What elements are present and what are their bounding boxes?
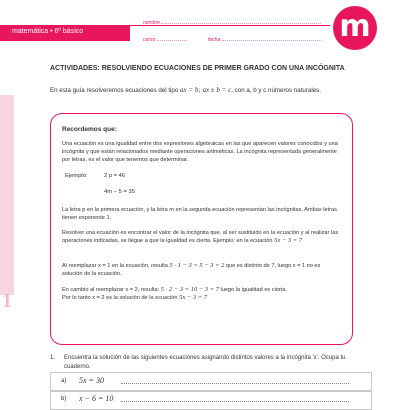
substitution-2-equation: 5 · 2 − 3 = 10 − 3 = 7 xyxy=(160,286,219,293)
date-label: fecha xyxy=(208,37,221,43)
page-title: ACTIVIDADES: RESOLVIENDO ECUACIONES DE PRIMER GRADO CON UNA INCÓGNITA xyxy=(50,65,345,72)
answer-line[interactable] xyxy=(121,401,349,402)
answer-row-a[interactable] xyxy=(50,372,372,392)
conclusion-text: Por lo tanto x = 2 es la solución de la ecuación xyxy=(62,295,178,301)
intro-form-2: ax ± b = c xyxy=(202,86,232,94)
intro-form-1: ax = b; xyxy=(180,86,201,94)
substitution-2-text-b: luego la igualdad es cierta. xyxy=(220,287,288,293)
example-equation-1: 2 p = 46 xyxy=(104,173,126,179)
subject-banner xyxy=(0,25,130,41)
exercise-text: Encuentra la solución de las siguientes ecuaciones asignando distintos valores a la incógnita 'x'. Ocupa tu cuaderno. xyxy=(64,355,346,370)
name-label: nombre xyxy=(143,20,160,26)
definition-paragraph: Una ecuación es una igualdad entre dos expresiones algebraicas en las que aparecen valores conocidos y una incógnita y que están relacionados mediante operaciones aritméticas. La incógnita representada generalmente por letras, es el valor que tenemos que determinar. xyxy=(62,141,338,163)
logo xyxy=(333,6,377,50)
answer-row-equation: 5x = 30 xyxy=(79,376,104,385)
substitution-1-paragraph xyxy=(62,262,342,278)
unknowns-paragraph: La letra p en la primera ecuación, y la letra m en la segunda ecuación representan las incógnitas. Ambas letras tienen exponente 1. xyxy=(62,207,337,221)
logo-letter: m xyxy=(339,9,371,44)
answer-row-label: b) xyxy=(61,396,67,402)
course-field[interactable] xyxy=(143,36,187,43)
margin-strip xyxy=(0,95,14,295)
substitution-1-equation: 5 · 1 − 3 = 5 − 3 = 2 xyxy=(169,262,225,269)
solve-equation: 5x − 3 = 7 xyxy=(274,237,303,244)
answer-row-equation: x − 6 = 10 xyxy=(79,394,114,403)
answer-row-b[interactable] xyxy=(50,390,372,410)
intro-paragraph xyxy=(50,86,355,95)
substitution-1-text-b: que es distinto de 7, luego x = 1 no es solución de la ecuación. xyxy=(62,263,321,277)
course-label: curso xyxy=(143,37,156,43)
solve-text: Resolver una ecuación es encontrar el valor de la incógnita que, al ser sustituido en la ecuación y al realizar las operaciones indicadas, se llegue a que la igualdad es cierta. Ejemplo: en la ecuación xyxy=(62,230,339,244)
intro-text-after: , con a, b y c números naturales. xyxy=(231,87,321,94)
example-label: Ejemplo: xyxy=(65,173,88,179)
example-equation-2: 4m − 5 = 35 xyxy=(104,189,135,195)
reminder-title: Recordemos que: xyxy=(62,126,117,133)
name-field[interactable] xyxy=(143,19,321,26)
solve-paragraph xyxy=(62,229,342,245)
margin-number: 1 xyxy=(2,290,12,312)
answer-line[interactable] xyxy=(121,383,349,384)
subject-label: matemática • 6º básico xyxy=(12,28,84,35)
conclusion-equation: 5x − 3 = 7 xyxy=(179,294,208,301)
substitution-2-text-a: En cambio al reemplazar x = 2, resulta: xyxy=(62,287,160,293)
substitution-2-paragraph xyxy=(62,286,342,302)
date-field[interactable] xyxy=(208,36,322,43)
exercise-number: 1. xyxy=(50,355,56,361)
substitution-1-text-a: Al reemplazar x = 1 en la ecuación, resulta xyxy=(62,263,168,269)
answer-row-label: a) xyxy=(61,378,67,384)
intro-text-before: En esta guía resolveremos ecuaciones del tipo xyxy=(50,87,179,94)
